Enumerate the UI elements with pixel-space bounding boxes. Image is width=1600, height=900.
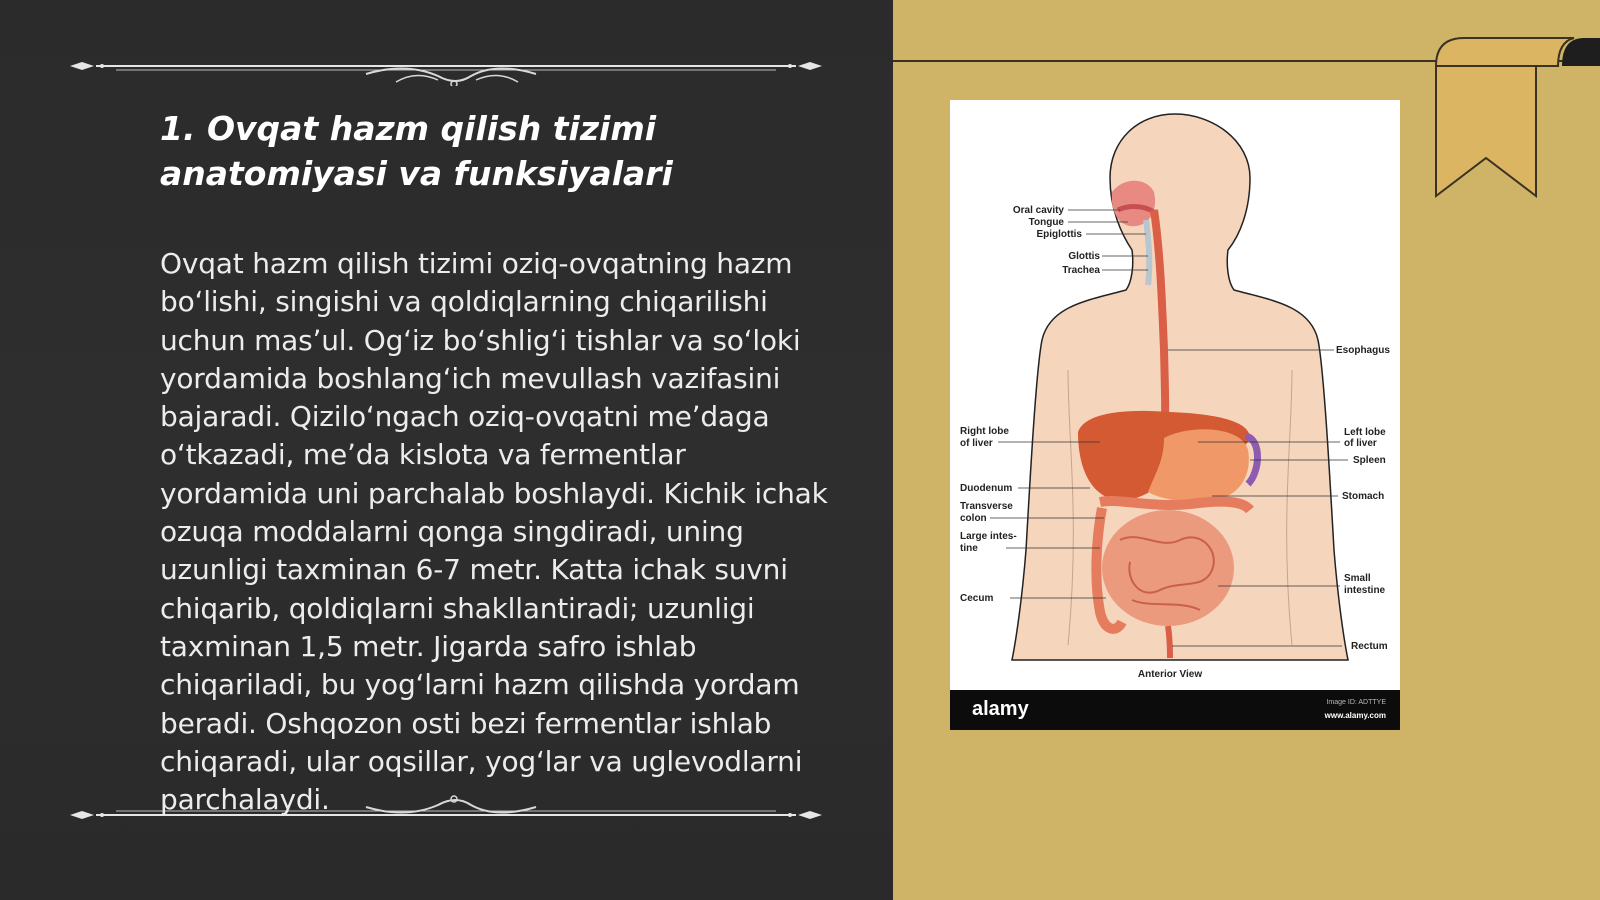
label-right-lobe-1: Right lobe xyxy=(960,426,1009,437)
label-anterior-view: Anterior View xyxy=(1137,669,1203,680)
label-tongue: Tongue xyxy=(1028,217,1064,228)
bookmark-ribbon xyxy=(1434,36,1600,201)
slide-title: 1. Ovqat hazm qilish tizimi anatomiyasi va funksiyalari xyxy=(160,109,673,193)
label-spleen: Spleen xyxy=(1353,455,1386,466)
slide-body-text: Ovqat hazm qilish tizimi oziq-ovqatning hazm boʻlishi, singishi va qoldiqlarning chiqarilishi uchun masʼul. Ogʻiz boʻshligʻi tishlar va soʻloki yordamida boshlangʻich mevullash vazifasini bajaradi. Qiziloʻngach oziq-ovqatni meʼdaga oʻtkazadi, meʼda kislota va fermentlar yordamida uni parchalab boshlaydi. Kichik ichak ozuqa moddalarni qonga singdiradi, uning uzunligi taxminan 6-7 metr. Katta ichak suvni chiqarib, qoldiqlarni shakllantiradi; uzunligi taxminan 1,5 metr. Jigarda safro ishlab chiqariladi, bu yogʻlarni hazm qilishda yordam beradi. Oshqozon osti bezi fermentlar ishlab chiqaradi, ular oqsillar, yogʻlar va uglevodlarni parchalaydi. xyxy=(160,247,828,817)
label-trachea: Trachea xyxy=(1062,265,1100,276)
image-id: Image ID: ADTTYE xyxy=(1326,699,1386,706)
label-left-lobe-2: of liver xyxy=(1344,438,1377,449)
digestive-system-diagram xyxy=(950,100,1400,730)
label-small-intestine-2: intestine xyxy=(1344,585,1386,596)
label-cecum: Cecum xyxy=(960,593,994,604)
label-epiglottis: Epiglottis xyxy=(1036,229,1082,240)
label-transverse-2: colon xyxy=(960,513,987,524)
label-small-intestine-1: Small xyxy=(1344,573,1371,584)
label-rectum: Rectum xyxy=(1351,641,1388,652)
image-footer xyxy=(950,690,1400,730)
anatomy-illustration xyxy=(950,100,1400,690)
label-transverse-1: Transverse xyxy=(960,501,1013,512)
label-large-intestine-1: Large intes- xyxy=(960,531,1017,542)
label-large-intestine-2: tine xyxy=(960,543,978,554)
label-stomach: Stomach xyxy=(1342,491,1385,502)
label-esophagus: Esophagus xyxy=(1336,345,1390,356)
label-duodenum: Duodenum xyxy=(960,483,1013,494)
image-url: www.alamy.com xyxy=(1324,711,1386,720)
label-oral-cavity: Oral cavity xyxy=(1012,205,1064,216)
label-right-lobe-2: of liver xyxy=(960,438,993,449)
ornament-top xyxy=(66,46,826,86)
brand-logo: alamy xyxy=(972,698,1029,720)
label-left-lobe-1: Left lobe xyxy=(1344,427,1386,438)
label-glottis: Glottis xyxy=(1068,251,1100,262)
